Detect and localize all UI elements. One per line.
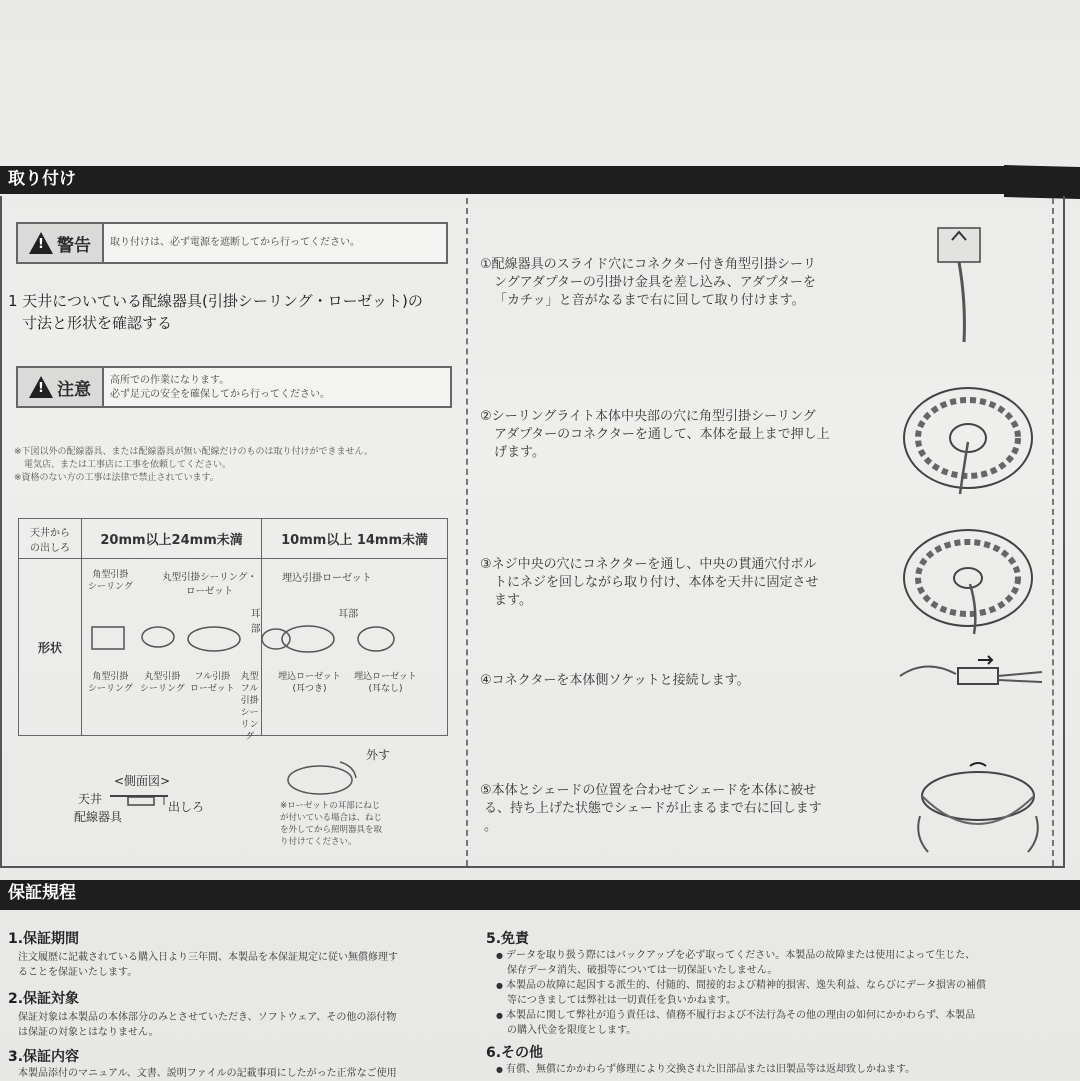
step-3 — [480, 556, 818, 610]
w1a: 注文履歴に記載されている購入日より三年間、本製品を本保証規定に従い無償修理す — [18, 952, 398, 963]
side-view-title: <側面図> — [114, 774, 171, 788]
warranty-s3-text: 本製品添付のマニュアル、文書、説明ファイルの記載事項にしたがった正常なご使用 — [18, 1068, 397, 1079]
s3b: トにネジを回しながら取り付け、本体を天井に固定させ — [494, 575, 819, 590]
led-ring-2 — [918, 542, 1018, 614]
rn3: を外してから照明器具を取 — [280, 825, 383, 835]
note-2: 電気店、または工事店に工事を依頼してください。 — [24, 460, 232, 470]
fixture-block — [128, 797, 154, 805]
step1-title — [8, 290, 423, 334]
rn2: が付いている場合は、ねじ — [280, 813, 383, 823]
wire-2 — [998, 680, 1042, 682]
side-view-ceiling: 天井 — [78, 792, 103, 806]
left-hand-outline — [918, 816, 928, 852]
wire-1 — [998, 672, 1042, 676]
caution-line1: 高所での作業になります。 — [110, 375, 230, 386]
l2a: フル引掛 — [194, 672, 231, 682]
warning-tag-label: 警告 — [57, 235, 91, 256]
warranty-s6-title: 6.その他 — [486, 1045, 544, 1061]
l4a: 埋込ローゼット — [278, 672, 341, 682]
sub-label-square — [88, 569, 133, 593]
s1a: ①配線器具のスライド穴にコネクター付き角型引掛シーリ — [480, 257, 817, 272]
column-divider-2 — [1052, 198, 1054, 866]
warranty-s2-title: 2.保証対象 — [8, 991, 80, 1007]
label-full — [190, 671, 235, 695]
caution-tag-label: 注意 — [57, 379, 91, 400]
warning-box — [16, 222, 448, 264]
light-body-illustration-2 — [898, 518, 1038, 638]
light-body-illustration-1 — [898, 376, 1038, 498]
rn4: り付けてください。 — [280, 837, 357, 847]
right-hand-outline — [1028, 816, 1038, 852]
l0a: 角型引掛 — [92, 672, 129, 682]
warranty-s6-items — [496, 1062, 915, 1077]
warning-text: 取り付けは、必ず電源を遮断してから行ってください。 — [110, 237, 360, 248]
warranty-s5-title: 5.免責 — [486, 931, 530, 947]
w5b: 保存データ消失、破損等については一切保証いたしません。 — [507, 965, 778, 976]
col-header-10mm: 10mm以上 14mm未満 — [262, 519, 448, 559]
step1-title-line2: 寸法と形状を確認する — [22, 314, 173, 332]
w5f: の購入代金を限度とします。 — [507, 1025, 637, 1036]
remove-note — [280, 800, 382, 848]
table-corner — [19, 519, 82, 559]
note-1: ※下図以外の配線器具、または配線器具が無い配線だけのものは取り付けができません。 — [14, 447, 374, 457]
sub-label-embedded: 埋込引掛ローゼット — [282, 573, 372, 584]
label-round — [140, 671, 185, 695]
warning-icon — [29, 232, 53, 254]
caution-line2: 必ず足元の安全を確保してから行ってください。 — [110, 389, 330, 400]
ear-label-2: 耳部 — [338, 609, 359, 620]
rosette-outline — [288, 766, 352, 794]
connector-block — [958, 668, 998, 684]
remove-screw-diagram — [280, 752, 360, 802]
s4a: ④コネクターを本体側ソケットと接続します。 — [480, 673, 750, 688]
w5e: ● 本製品に関して弊社が追う責任は、債務不履行および不法行為その他の理由の如何にかかわらず、本製品 — [496, 1008, 986, 1023]
full-rosette-shape — [188, 627, 240, 651]
label-embedded-ear — [278, 671, 341, 695]
l0b: シーリング — [88, 684, 133, 694]
sub1-line1: 角型引掛 — [92, 570, 129, 580]
warranty-s5-items — [496, 948, 986, 1038]
w5d: 等につきましては弊社は一切責任を負いかねます。 — [507, 995, 736, 1006]
side-view-margin: 出しろ — [168, 800, 205, 814]
l4b: (耳つき) — [292, 684, 327, 694]
s3c: ます。 — [494, 593, 532, 608]
l5b: (耳なし) — [368, 684, 403, 694]
label-embedded-noear — [354, 671, 417, 695]
adapter-illustration — [930, 222, 990, 348]
fixture-spec-table — [18, 518, 448, 742]
warning-tag — [18, 224, 104, 262]
column-divider-1 — [466, 198, 468, 866]
s2c: げます。 — [494, 445, 545, 460]
round-ceiling-shape — [142, 627, 174, 647]
s3a: ③ネジ中央の穴にコネクターを通し、中央の貫通穴付ボル — [480, 557, 817, 572]
sub-label-round: 丸型引掛シーリング・ローゼット — [162, 572, 257, 597]
sub1-line2: シーリング — [88, 582, 133, 592]
warranty-s1-title: 1.保証期間 — [8, 931, 80, 947]
cell-shapes-10mm — [262, 559, 448, 736]
s1c: 「カチッ」と音がなるまで右に回して取り付けます。 — [494, 293, 805, 308]
caution-icon — [29, 376, 53, 398]
connector-cable — [959, 262, 964, 342]
square-ceiling-shape — [92, 627, 124, 649]
l2b: ローゼット — [190, 684, 235, 694]
label-round-full — [238, 671, 261, 743]
install-notes — [14, 446, 373, 485]
w2b: は保証の対象とはなりません。 — [18, 1027, 159, 1038]
connector-illustration — [896, 652, 1046, 716]
l1a: 丸型引掛 — [144, 672, 181, 682]
caution-tag — [18, 368, 104, 406]
corner-line1: 天井から — [30, 527, 70, 539]
w2a: 保証対象は本製品の本体部分のみとさせていただき、ソフトウェア、その他の添付物 — [18, 1012, 397, 1023]
remove-label: 外す — [366, 748, 391, 762]
caution-box — [16, 366, 452, 408]
ear-label-1: 耳部 — [250, 609, 261, 635]
w1b: ることを保証いたします。 — [18, 967, 138, 978]
warranty-s3-title: 3.保証内容 — [8, 1049, 80, 1065]
side-view-fixture: 配線器具 — [74, 810, 123, 824]
warranty-title: 保証規程 — [8, 883, 76, 903]
s5c: 。 — [484, 819, 498, 834]
cable-through — [960, 442, 968, 494]
s5a: ⑤本体とシェードの位置を合わせてシェードを本体に被せ — [480, 783, 817, 798]
embedded-rosette-no-ear-shape — [358, 627, 394, 651]
note-3: ※資格のない方の工事は法律で禁止されています。 — [14, 473, 219, 483]
caution-text — [110, 374, 330, 402]
w5c: ● 本製品の故障に起因する派生的、付随的、間接的および精神的損害、逸失利益、ならびにデータ損害の補償 — [496, 978, 986, 993]
rn1: ※ローゼットの耳部にねじ — [280, 801, 381, 811]
cell-shapes-20mm — [82, 559, 262, 742]
fixture-shapes-10mm — [262, 619, 422, 669]
s2b: アダプターのコネクターを通して、本体を最上まで押し上 — [494, 427, 830, 442]
warranty-s1-text — [18, 950, 398, 980]
w6a: ● 有償、無償にかかわらず修理により交換された旧部品または旧製品等は返却致しかねます。 — [496, 1062, 915, 1077]
right-arrow-icon — [978, 656, 992, 664]
warranty-section-header — [0, 880, 1080, 910]
light-outer-ring — [904, 388, 1032, 488]
install-section-header — [0, 166, 1008, 194]
corner-line2: の出しろ — [30, 542, 70, 554]
l3b: シーリング — [240, 708, 259, 742]
rotate-arrow-icon — [970, 763, 986, 766]
s5b: る、持ち上げた状態でシェードが止まるまで右に回します — [484, 801, 822, 816]
led-ring — [918, 400, 1018, 476]
s2a: ②シーリングライト本体中央部の穴に角型引掛シーリング — [480, 409, 816, 424]
step-5 — [480, 782, 822, 836]
row-label-shape: 形状 — [19, 559, 82, 736]
shade-ring — [922, 772, 1034, 820]
s1b: ングアダプターの引掛け金具を差し込み、アダプターを — [494, 275, 816, 290]
step-4 — [480, 672, 750, 690]
header-bar-extension — [1004, 165, 1080, 199]
step-1 — [480, 256, 816, 310]
l3a: 丸型フル引掛 — [240, 672, 259, 706]
warranty-s2-text — [18, 1010, 396, 1040]
center-bolt — [954, 568, 982, 588]
step-2 — [480, 408, 830, 462]
label-square — [88, 671, 133, 695]
embedded-rosette-ear-shape — [282, 626, 334, 652]
hand-outline — [900, 666, 956, 676]
col-header-20mm: 20mm以上24mm未満 — [82, 519, 262, 559]
w5a: ● データを取り扱う際にはバックアップを必ず取ってください。本製品の故障または使用によって生じた、 — [496, 948, 986, 963]
install-title: 取り付け — [8, 169, 76, 189]
l5a: 埋込ローゼット — [354, 672, 417, 682]
shade-illustration — [910, 756, 1046, 860]
l1b: シーリング — [140, 684, 185, 694]
side-view-diagram — [108, 790, 172, 820]
step1-title-line1: 1 天井についている配線器具(引掛シーリング・ローゼット)の — [8, 292, 423, 310]
